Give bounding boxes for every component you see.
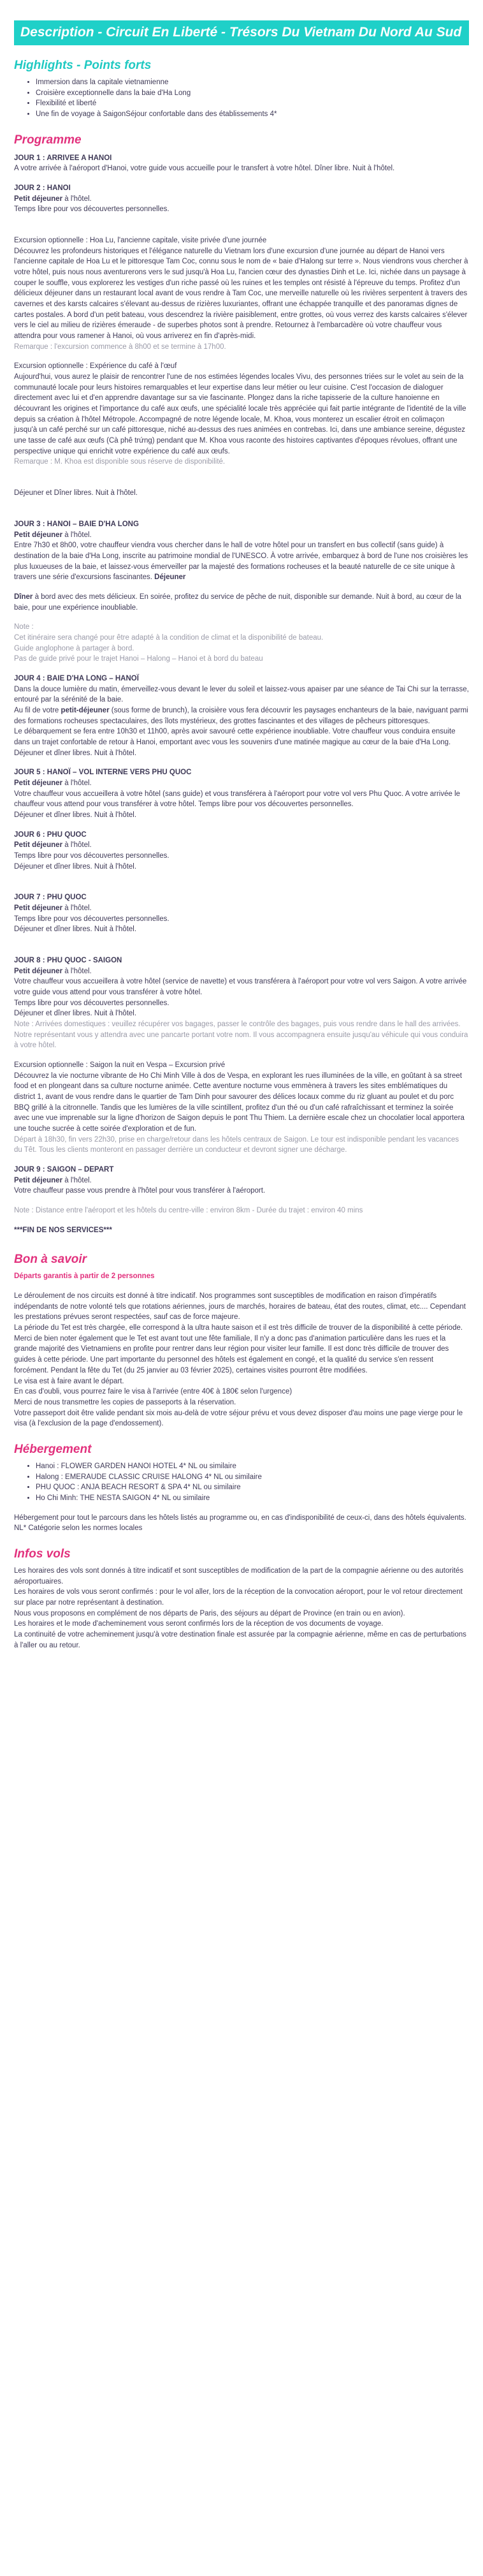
day-text: Temps libre pour vos découvertes personnelles. (14, 999, 169, 1007)
day-text (14, 592, 469, 613)
excursion-note: Remarque : l'excursion commence à 8h00 et se termine à 17h00. (14, 342, 226, 351)
excursion-title: Excursion optionnelle : Saigon la nuit en Vespa – Excursion privé (14, 1061, 226, 1070)
breakfast-label: Petit déjeuner (14, 531, 63, 539)
day-text-part: (sous forme de brunch), la croisière vous fera découvrir les paysages enchanteurs de la baie, naviguant parmi des formations rocheuses spectaculaires, des îlots mystérieux, des grottes fascinantes et des villages de pêcheurs pittoresques. (14, 706, 468, 725)
excursion-title: Excursion optionnelle : Expérience du café à l'œuf (14, 362, 177, 371)
day-text-part: à bord avec des mets délicieux. En soirée, profitez du service de pêche de nuit, disponible sur demande. Nuit à bord, au cœur de la baie, pour une expérience inoubliable. (14, 592, 461, 612)
info-paragraph: Le déroulement de nos circuits est donné à titre indicatif. Nos programmes sont susceptibles de modification en raison d'impératifs indépendants de notre volonté tels que rotations aériennes, jours de marchés, horaires de bateau, état des routes, climat, etc.... Cependant les prestations prévues seront respectées, sauf cas de force majeure. (14, 1292, 466, 1321)
day-title: JOUR 8 : PHU QUOC - SAIGON (14, 957, 122, 964)
breakfast-label: Petit déjeuner (14, 904, 63, 912)
guaranteed-departures: Départs garantis à partir de 2 personnes (14, 1272, 155, 1281)
info-paragraph: Merci de bien noter également que le Tet est avant tout une fête familiale, Il n'y a donc pas d'animation particulière dans les rues et la grande majorité des Vietnamiens en profite pour rentrer dans leur région pour visiter leur famille. Il est donc très difficile de trouver des guides à cette période. Une part importante du personnel des hôtels est également en congé, et la qualité du service s'en ressent forcément. Pendant la fête du Tet (du 25 janvier au 03 février 2025), certaines visites pourront être modifiées. (14, 1334, 449, 1374)
info-paragraph: Les horaires et le mode d'acheminement vous seront confirmés lors de la réception de vos documents de voyage. (14, 1620, 384, 1628)
day-title: JOUR 5 : HANOÏ – VOL INTERNE VERS PHU QUOC (14, 769, 192, 777)
excursion-text: Découvrez la vie nocturne vibrante de Ho Chi Minh Ville à dos de Vespa, en explorant les rues illuminées de la ville, en goûtant à sa street food et en plongeant dans sa culture nocturne animée. Cette aventure nocturne vous emmènera à travers les sites emblématiques du district 1, avant de vous rendre dans le quartier de Tam Dinh pour savourer des délices locaux comme du riz gluant au poulet et du porc BBQ grillé à la citronnelle. Tandis que les lumières de la ville scintillent, profitez d'un thé ou d'un café rafraîchissant et terminez la soirée avec une vue imprenable sur la ligne d'horizon de Saigon depuis le pont Thu Thiem. La dernière escale chez un chocolatier local apportera une touche sucrée à cette soirée d'exploration et de fun. (14, 1071, 465, 1133)
day-text (14, 540, 469, 583)
day-text: Temps libre pour vos découvertes personnelles. (14, 851, 169, 860)
info-paragraph: Les horaires des vols sont donnés à titre indicatif et sont susceptibles de modification de la part de la compagnie aérienne ou des autorités aéroportuaires. (14, 1566, 464, 1586)
breakfast-line (14, 903, 469, 914)
day-title: JOUR 4 : BAIE D'HA LONG – HANOÏ (14, 674, 139, 682)
info-paragraph: Le visa est à faire avant le départ. (14, 1377, 124, 1385)
breakfast-rest: à l'hôtel. (62, 904, 92, 912)
bon-a-savoir-heading: Bon à savoir (14, 1253, 87, 1267)
infos-vols-heading: Infos vols (14, 1547, 71, 1561)
note-line: Pas de guide privé pour le trajet Hanoi – Halong – Hanoi et à bord du bateau (14, 655, 263, 663)
info-paragraph: NL* Catégorie selon les normes locales (14, 1524, 143, 1533)
page-title: Description - Circuit En Liberté - Trésors Du Vietnam Du Nord Au Sud (14, 20, 469, 45)
dinner-label: Dîner (14, 592, 33, 601)
highlights-heading: Highlights - Points forts (14, 59, 152, 72)
info-paragraph: La période du Tet est très chargée, elle correspond à la ultra haute saison et il est très difficile de trouver de la disponibilité à cette période. (14, 1324, 463, 1332)
info-paragraph: En cas d'oubli, vous pourrez faire le visa à l'arrivée (entre 40€ à 180€ selon l'urgence) (14, 1388, 292, 1396)
breakfast-label: Petit déjeuner (14, 195, 63, 203)
list-item: • Immersion dans la capitale vietnamienne (36, 77, 469, 88)
day-text: Temps libre pour vos découvertes personnelles. (14, 205, 169, 214)
breakfast-label: Petit déjeuner (14, 967, 63, 975)
day-text: Déjeuner et dîner libres. Nuit à l'hôtel. (14, 925, 137, 934)
breakfast-line (14, 840, 469, 851)
info-paragraph: Nous vous proposons en complément de nos départs de Paris, des séjours au départ de Province (en train ou en avion). (14, 1609, 405, 1617)
list-item: • PHU QUOC : ANJA BEACH RESORT & SPA 4* NL ou similaire (36, 1482, 469, 1493)
breakfast-rest: à l'hôtel. (62, 841, 92, 850)
day-title: JOUR 6 : PHU QUOC (14, 830, 87, 839)
day-text: Votre chauffeur passe vous prendre à l'hôtel pour vous transférer à l'aéroport. (14, 1187, 266, 1195)
excursion-note: Remarque : M. Khoa est disponible sous réserve de disponibilité. (14, 458, 226, 466)
highlights-list (14, 77, 469, 120)
breakfast-line (14, 966, 469, 977)
info-paragraph: Les horaires de vols vous seront confirmés : pour le vol aller, lors de la réception de la convocation aéroport, pour le vol retour directement sur place par notre représentant à destination. (14, 1588, 463, 1607)
note-line: Note : Arrivées domestiques : veuillez récupérer vos bagages, passer le contrôle des bagages, puis vous rendre dans le hall des arrivées. Notre représentant vous y attendra avec une pancarte portant votre nom. Il vous accompagnera ensuite jusqu'au véhicule qui vous conduira à votre hôtel. (14, 1020, 468, 1050)
info-paragraph: Hébergement pour tout le parcours dans les hôtels listés au programme ou, en cas d'indisponibilité de ceux-ci, dans des hôtels équivalents. (14, 1513, 466, 1522)
hotel-list (14, 1461, 469, 1504)
end-of-services: ***FIN DE NOS SERVICES*** (14, 1226, 112, 1234)
note-line: Note : Distance entre l'aéroport et les hôtels du centre-ville : environ 8km - Durée du trajet : environ 40 mins (14, 1207, 363, 1215)
day-text: Déjeuner et Dîner libres. Nuit à l'hôtel. (14, 489, 138, 497)
note-line: Cet itinéraire sera changé pour être adapté à la condition de climat et la disponibilité de bateau. (14, 633, 324, 642)
day-title: JOUR 2 : HANOI (14, 184, 71, 193)
breakfast-line (14, 778, 469, 789)
day-text: Déjeuner et dîner libres. Nuit à l'hôtel. (14, 811, 137, 819)
list-item: • Ho Chi Minh: THE NESTA SAIGON 4* NL ou similaire (36, 1493, 469, 1504)
breakfast-line (14, 194, 469, 205)
list-item: • Flexibilité et liberté (36, 98, 469, 109)
list-item: • Hanoi : FLOWER GARDEN HANOI HOTEL 4* NL ou similaire (36, 1461, 469, 1472)
info-paragraph: Votre passeport doit être valide pendant six mois au-delà de votre séjour prévu et vous devez disposer d'au moins une page vierge pour le visa (à l'exclusion de la page d'endossement). (14, 1409, 463, 1428)
breakfast-line (14, 1175, 469, 1186)
programme-heading: Programme (14, 133, 82, 147)
day-text: Déjeuner et dîner libres. Nuit à l'hôtel. (14, 749, 137, 757)
info-paragraph: Merci de nous transmettre les copies de passeports à la réservation. (14, 1398, 236, 1406)
day-title: JOUR 3 : HANOI – BAIE D'HA LONG (14, 520, 139, 528)
breakfast-label: petit-déjeuner (61, 706, 110, 714)
breakfast-rest: à l'hôtel. (62, 779, 92, 787)
breakfast-rest: à l'hôtel. (62, 195, 92, 203)
excursion-text: Aujourd'hui, vous aurez le plaisir de rencontrer l'une de nos estimées légendes locales Vivu, des personnes triées sur le volet au sein de la communauté locale pour leurs histoires remarquables et leur expertise dans leur métier ou leur cuisine. C'est l'occasion de dialoguer directement avec lui et d'en apprendre davantage sur sa vie fascinante. Plongez dans la riche tapisserie de la culture hanoienne en découvrant les origines et l'importance du café aux œufs, une spécialité locale très appréciée qui fait partie intégrante de l'identité de la ville depuis sa création à l'hôtel Métropole. Accompagné de notre légende locale, M. Khoa, vous monterez un escalier étroit en colimaçon jusqu'à un café perché sur un café pittoresque, niché au-dessus des rues animées en contrebas. Ici, dans une ambiance sereine, dégustez une tasse de café aux œufs (Cà phê trứng) pendant que M. Khoa vous raconte des histoires captivantes d'époques révolues, offrant une perspective unique qui enrichit votre expérience du café aux œufs. (14, 373, 466, 455)
info-paragraph: La continuité de votre acheminement jusqu'à votre destination finale est assurée par la compagnie aérienne, même en cas de perturbations à l'aller ou au retour. (14, 1630, 466, 1649)
day-text: Votre chauffeur vous accueillera à votre hôtel (service de navette) et vous transférera à l'aéroport pour votre vol vers Saigon. A votre arrivée votre guide vous attend pour vous transférer à votre hôtel. (14, 978, 467, 997)
breakfast-label: Petit déjeuner (14, 779, 63, 787)
note-line: Guide anglophone à partager à bord. (14, 644, 134, 652)
list-item: • Croisière exceptionnelle dans la baie d'Ha Long (36, 88, 469, 99)
day-text: Déjeuner et dîner libres. Nuit à l'hôtel. (14, 1010, 137, 1018)
day-text-part: Au fil de votre (14, 706, 61, 714)
day-text: Votre chauffeur vous accueillera à votre hôtel (sans guide) et vous transférera à l'aéroport pour votre vol vers Phu Quoc. A votre arrivée le chauffeur vous attend pour vous transférer à votre hôtel. Temps libre pour vos découvertes personnelles. (14, 790, 461, 809)
breakfast-label: Petit déjeuner (14, 841, 63, 850)
note-label: Note : (14, 623, 34, 631)
excursion-title: Excursion optionnelle : Hoa Lu, l'ancienne capitale, visite privée d'une journée (14, 237, 267, 245)
lunch-label: Déjeuner (154, 573, 186, 582)
list-item: • Une fin de voyage à SaigonSéjour confortable dans des établissements 4* (36, 109, 469, 120)
day-text: Déjeuner et dîner libres. Nuit à l'hôtel. (14, 862, 137, 871)
day-text-part: Entre 7h30 et 8h00, votre chauffeur viendra vous chercher dans le hall de votre hôtel pour un transfert en bus collectif (sans guide) à destination de la baie d'Ha Long, inscrite au patrimoine mondial de l'UNESCO. À votre arrivée, embarquez à bord de l'une nos croisières les plus luxueuses de la baie, et laissez-vous émerveiller par la majesté des formations rocheuses et la beauté naturelle de ce site unique à travers une série d'excursions fascinantes. (14, 541, 468, 582)
day-text (14, 705, 469, 726)
breakfast-label: Petit déjeuner (14, 1176, 63, 1184)
day-text: Temps libre pour vos découvertes personnelles. (14, 915, 169, 923)
list-item: • Halong : EMERAUDE CLASSIC CRUISE HALONG 4* NL ou similaire (36, 1472, 469, 1483)
day-title: JOUR 7 : PHU QUOC (14, 894, 87, 902)
excursion-note: Départ à 18h30, fin vers 22h30, prise en charge/retour dans les hôtels centraux de Saigon. Le tour est indisponible pendant les vacances du Têt. Tous les clients monteront en passager derrière un conducteur et devront signer une décharge. (14, 1135, 459, 1154)
day-title: JOUR 9 : SAIGON – DEPART (14, 1166, 114, 1174)
day-text: Le débarquement se fera entre 10h30 et 11h00, après avoir savouré cette expérience inoubliable. Votre chauffeur vous conduira ensuite dans un trajet confortable de retour à Hanoi, emportant avec vous les souvenirs d'une matinée magique au cœur de la baie d'Ha Long. (14, 728, 456, 746)
day-text: Dans la douce lumière du matin, émerveillez-vous devant le lever du soleil et laissez-vous apaiser par une séance de Tai Chi sur la terrasse, entouré par la sérénité de la baie. (14, 685, 469, 704)
breakfast-line (14, 530, 469, 541)
breakfast-rest: à l'hôtel. (62, 531, 92, 539)
breakfast-rest: à l'hôtel. (62, 967, 92, 975)
day-text: A votre arrivée à l'aéroport d'Hanoi, votre guide vous accueille pour le transfert à votre hôtel. Dîner libre. Nuit à l'hôtel. (14, 165, 395, 173)
hebergement-heading: Hébergement (14, 1442, 92, 1456)
breakfast-rest: à l'hôtel. (62, 1176, 92, 1184)
excursion-text: Découvrez les profondeurs historiques et l'élégance naturelle du Vietnam lors d'une excursion d'une journée au départ de Hanoi vers l'ancienne capitale de Hoa Lu et le pittoresque Tam Coc, connu sous le nom de « baie d'Halong sur terre ». Nous viendrons vous chercher à votre hôtel, puis nous nous aventurerons vers le sud jusqu'à Hoa Lu, l'ancien cœur des dynasties Dinh et Le. Ici, nichée dans un paysage à couper le souffle, vous explorerez les vestiges d'un riche passé où les ruines et les temples ont résisté à l'épreuve du temps. Profitez d'un délicieux déjeuner dans un restaurant local avant de vous rendre à Tam Coc, une merveille naturelle où les rivières serpentent à travers des cavernes et des karsts calcaires s'élevant au-dessus de rizières luxuriantes, offrant une échappée tranquille et des panoramas dignes de cartes postales. A bord d'un petit bateau, vous descendrez la rivière paisiblement, entre grottes, où vous verrez des karsts calcaires s'élever vers le ciel au milieu de rizières émeraude - de superbes photos sont à prendre. Retournez à l'embarcadère où votre chauffeur vous attendra pour vous ramener à Hanoi, où vous arriverez en fin d'après-midi. (14, 247, 468, 341)
day-title: JOUR 1 : ARRIVEE A HANOI (14, 154, 112, 162)
